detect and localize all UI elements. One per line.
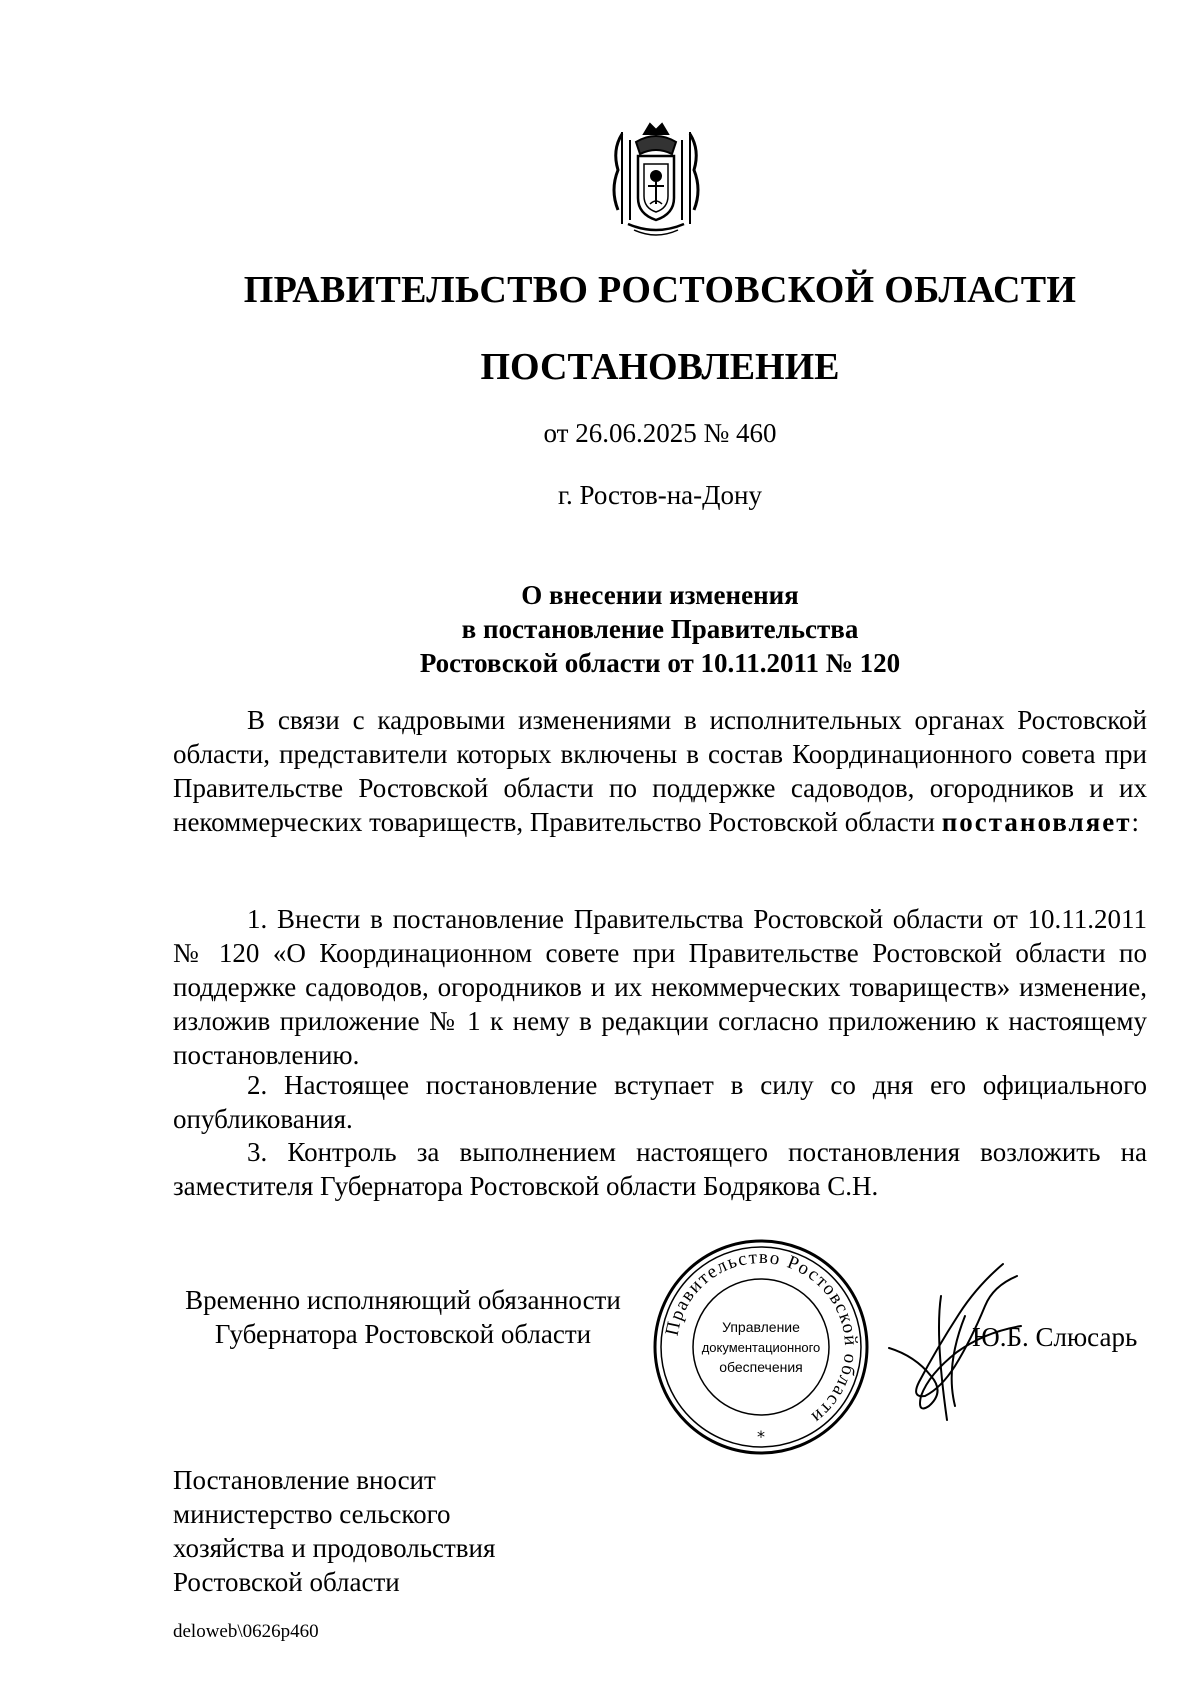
seal-inner-line: обеспечения xyxy=(719,1359,803,1375)
subject-line: Ростовской области от 10.11.2011 № 120 xyxy=(419,648,901,678)
seal-outer-text: Правительство Ростовской области xyxy=(661,1246,862,1429)
document-date-number: от 26.06.2025 № 460 xyxy=(543,418,777,448)
decree-colon: : xyxy=(1131,807,1140,837)
signer-position-line: Временно исполняющий обязанности xyxy=(185,1285,621,1315)
submitter-line: хозяйства и продовольствия xyxy=(173,1533,496,1563)
government-title: ПРАВИТЕЛЬСТВО РОСТОВСКОЙ ОБЛАСТИ xyxy=(243,269,1077,311)
seal-star: * xyxy=(757,1427,765,1446)
decree-word: постановляет xyxy=(941,807,1132,837)
subject-line: О внесении изменения xyxy=(521,580,799,610)
coat-of-arms-icon xyxy=(600,120,712,240)
submitter-line: Постановление вносит xyxy=(173,1465,436,1495)
signer-position xyxy=(173,1283,633,1351)
document-type: ПОСТАНОВЛЕНИЕ xyxy=(480,346,840,388)
official-seal-icon xyxy=(650,1236,872,1458)
submitter-line: Ростовской области xyxy=(173,1567,400,1597)
item-2-paragraph: 2. Настоящее постановление вступает в силу со дня его официального опубликования. xyxy=(173,1070,1147,1134)
signer-name: Ю.Б. Слюсарь xyxy=(972,1322,1138,1352)
intro-text: В связи с кадровыми изменениями в исполнительных органах Ростовской области, представители которых включены в состав Координационного совета при Правительстве Ростовской области по поддержке садоводов, огородников и их некоммерческих товариществ, Правительство Ростовской области xyxy=(173,705,1147,837)
signer-position-line: Губернатора Ростовской области xyxy=(214,1319,592,1349)
seal-inner-line: документационного xyxy=(701,1340,821,1355)
submitter-block xyxy=(173,1463,673,1599)
file-reference: deloweb\0626p460 xyxy=(173,1621,319,1642)
item-3-paragraph: 3. Контроль за выполнением настоящего постановления возложить на заместителя Губернатора Ростовской области Бодрякова С.Н. xyxy=(173,1137,1147,1201)
item-1-paragraph: 1. Внести в постановление Правительства Ростовской области от 10.11.2011 № 120 «О Координационном совете при Правительстве Ростовской области по поддержке садоводов, огородников и их некоммерческих товариществ» изменение, изложив приложение № 1 к нему в редакции согласно приложению к настоящему постановлению. xyxy=(173,904,1147,1070)
subject-line: в постановление Правительства xyxy=(461,614,859,644)
submitter-line: министерство сельского xyxy=(173,1499,451,1529)
intro-paragraph xyxy=(173,703,1147,839)
document-subject xyxy=(0,578,1200,680)
document-city: г. Ростов-на-Дону xyxy=(557,480,762,510)
seal-inner-line: Управление xyxy=(722,1319,800,1335)
